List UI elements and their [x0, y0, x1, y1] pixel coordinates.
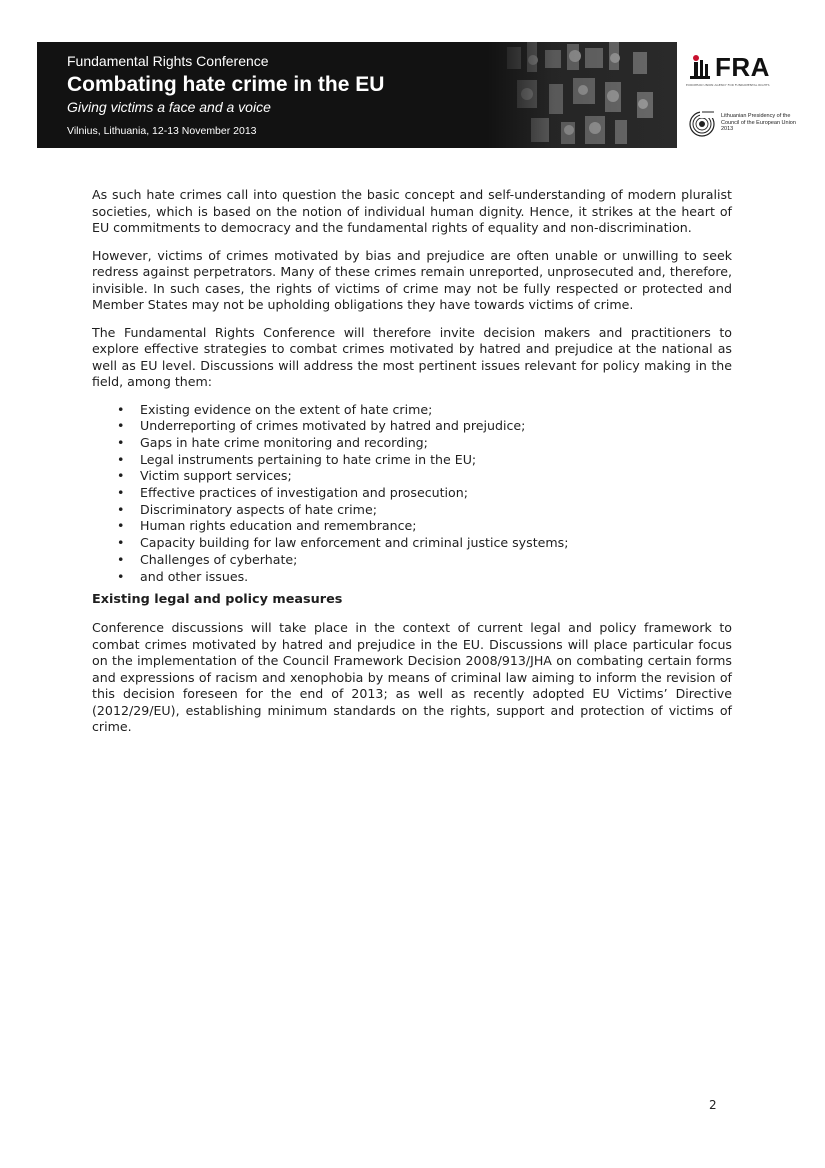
presidency-text: Lithuanian Presidency of the Council of the European Union 2013: [721, 113, 796, 132]
section-heading: Existing legal and policy measures: [92, 592, 343, 608]
paragraph-hate-crime-impact: As such hate crimes call into question the basic concept and self-understanding of modern pluralist societies, which is based on the notion of individual human dignity. Hence, it strikes at the heart of EU commitments to democracy and the fundamental rights of equality and non-discrimination.: [92, 187, 732, 235]
presidency-roundel-icon: [688, 110, 718, 138]
issues-list: [92, 402, 732, 586]
list-item: • Gaps in hate crime monitoring and recording;: [117, 435, 732, 452]
conference-banner: [37, 42, 677, 148]
banner-subtitle: Giving victims a face and a voice: [67, 99, 271, 115]
list-item: • Capacity building for law enforcement and criminal justice systems;: [117, 535, 732, 552]
list-item: • Underreporting of crimes motivated by hatred and prejudice;: [117, 418, 732, 435]
banner-title: Combating hate crime in the EU: [67, 73, 385, 96]
list-item: • Challenges of cyberhate;: [117, 552, 732, 569]
paragraph-legal-measures: Conference discussions will take place in the context of current legal and policy framework to combat crimes motivated by hatred and prejudice in the EU. Discussions will place particular focus on the implementation of the Council Framework Decision 2008/913/JHA on combating certain forms and expressions of racism and xenophobia by means of criminal law aiming to inform the revision of this decision foreseen for the end of 2013; as well as recently adopted EU Victims’ Directive (2012/29/EU), establishing minimum standards on the rights, support and protection of victims of crime.: [92, 620, 732, 735]
paragraph-victims-redress: However, victims of crimes motivated by bias and prejudice are often unable or unwilling to seek redress against perpetrators. Many of these crimes remain unreported, unprosecuted and, therefore, invisible. In such cases, the rights of victims of crime may not be fully respected or protected and Member States may not be upholding obligations they have towards victims of crime.: [92, 247, 732, 312]
banner-photo-collage: [487, 42, 677, 148]
fra-logo-tagline: EUROPEAN UNION AGENCY FOR FUNDAMENTAL RIGHTS: [686, 83, 770, 87]
document-body: [92, 187, 732, 747]
fra-logo-name: FRA: [715, 52, 770, 82]
fra-figure-icon: [688, 54, 712, 80]
list-item: • Victim support services;: [117, 468, 732, 485]
presidency-logo: [688, 110, 798, 138]
fra-logo: [686, 50, 796, 90]
page-number: 2: [709, 1098, 717, 1112]
banner-place-date: Vilnius, Lithuania, 12-13 November 2013: [67, 125, 257, 137]
paragraph-conference-purpose: The Fundamental Rights Conference will therefore invite decision makers and practitioners to explore effective strategies to combat crimes motivated by hatred and prejudice at the national as well as EU level. Discussions will address the most pertinent issues relevant for policy making in the field, among them:: [92, 324, 732, 389]
list-item: • Legal instruments pertaining to hate crime in the EU;: [117, 452, 732, 469]
list-item: • Human rights education and remembrance;: [117, 518, 732, 535]
list-item: • Discriminatory aspects of hate crime;: [117, 502, 732, 519]
list-item: • and other issues.: [117, 569, 732, 586]
banner-kicker: Fundamental Rights Conference: [67, 53, 269, 69]
list-item: • Existing evidence on the extent of hate crime;: [117, 402, 732, 419]
list-item: • Effective practices of investigation and prosecution;: [117, 485, 732, 502]
